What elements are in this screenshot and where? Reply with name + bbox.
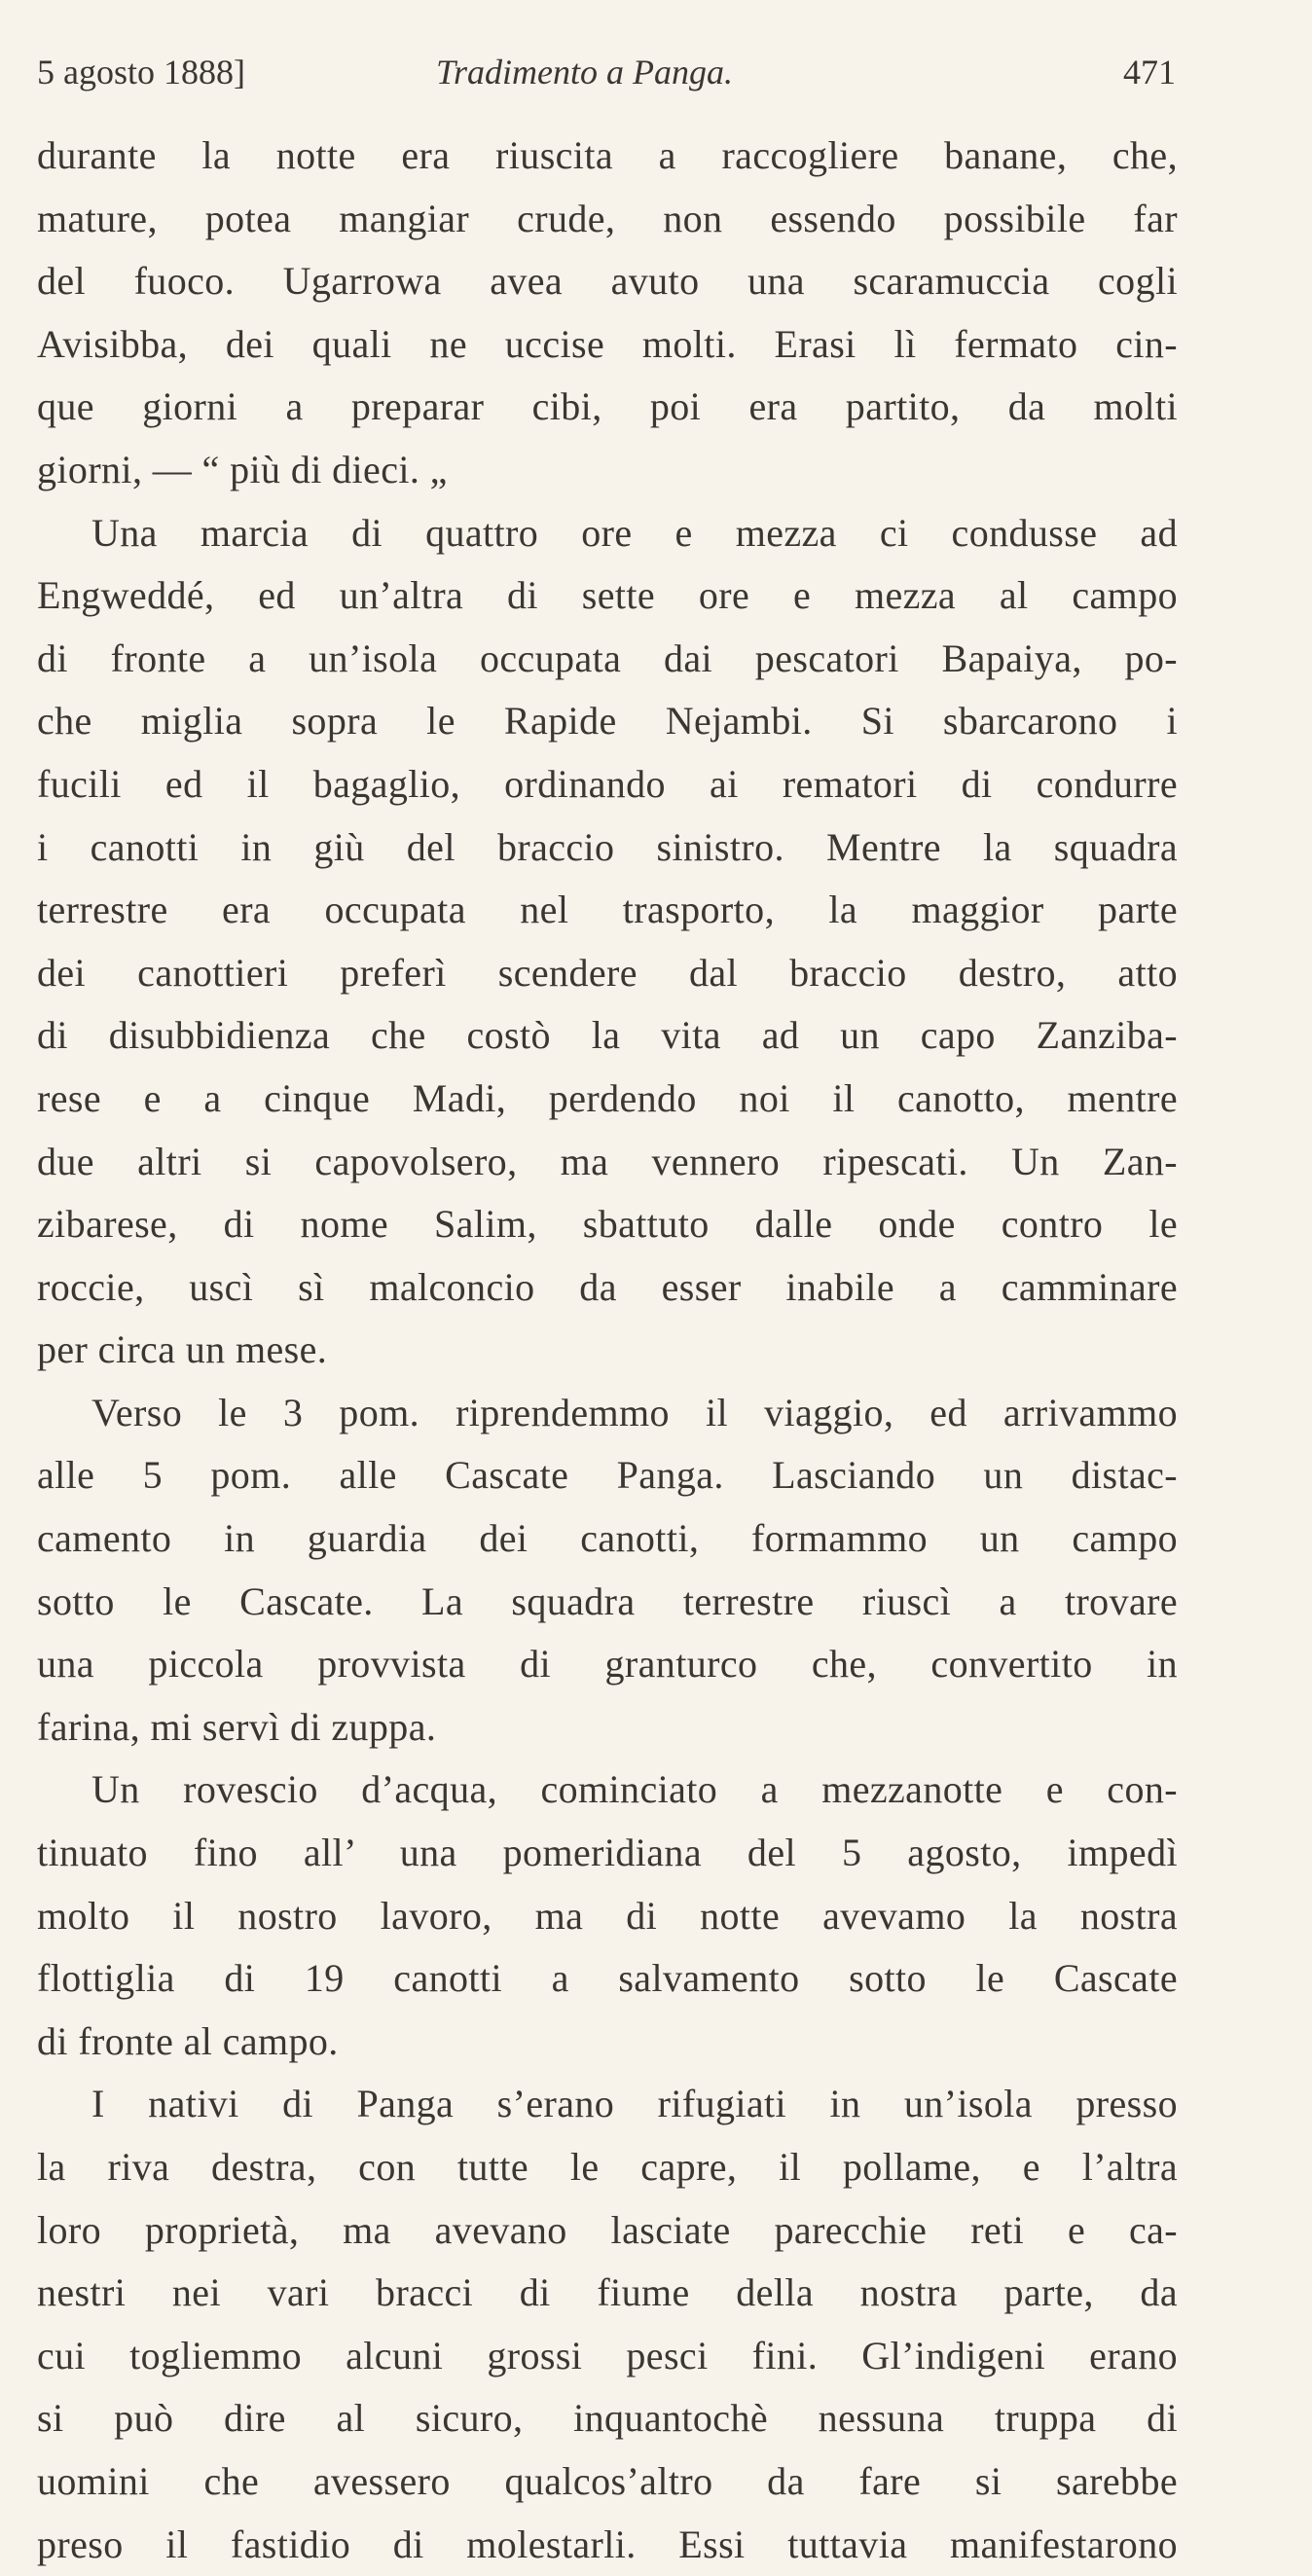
text-line: flottiglia di 19 canotti a salvamento sotto le Cascate — [37, 1956, 1178, 2001]
text-line: di fronte al campo. — [37, 2018, 339, 2063]
text-line: Avisibba, dei quali ne uccise molti. Erasi lì fermato cin- — [37, 321, 1178, 366]
text-line: que giorni a preparar cibi, poi era partito, da molti — [37, 384, 1178, 429]
text-line: rese e a cinque Madi, perdendo noi il canotto, mentre — [37, 1075, 1178, 1120]
text-line: del fuoco. Ugarrowa avea avuto una scaramuccia cogli — [37, 259, 1178, 304]
text-line: loro proprietà, ma avevano lasciate parecchie reti e ca- — [37, 2207, 1178, 2252]
text-line: la riva destra, con tutte le capre, il pollame, e l’altra — [37, 2145, 1178, 2189]
text-line: alle 5 pom. alle Cascate Panga. Lasciando un distac- — [37, 1453, 1178, 1498]
text-line: giorni, — “ più di dieci. „ — [37, 447, 448, 491]
text-line: di disubbidienza che costò la vita ad un capo Zanziba- — [37, 1013, 1178, 1058]
text-line: che miglia sopra le Rapide Nejambi. Si sbarcarono i — [37, 699, 1178, 744]
text-line: durante la notte era riuscita a raccogliere banane, che, — [37, 133, 1178, 177]
text-line: nestri nei vari bracci di fiume della nostra parte, da — [37, 2270, 1178, 2315]
text-line: una piccola provvista di granturco che, convertito in — [37, 1642, 1178, 1687]
text-line: cui togliemmo alcuni grossi pesci fini. Gl’indigeni erano — [37, 2333, 1178, 2377]
header-date: 5 agosto 1888] — [37, 53, 245, 91]
text-line: terrestre era occupata nel trasporto, la maggior parte — [37, 888, 1178, 932]
text-line: Una marcia di quattro ore e mezza ci condusse ad — [91, 510, 1178, 555]
text-line: roccie, uscì sì malconcio da esser inabile a camminare — [37, 1264, 1178, 1309]
text-line: Un rovescio d’acqua, cominciato a mezzanotte e con- — [91, 1767, 1178, 1812]
text-line: due altri si capovolsero, ma vennero ripescati. Un Zan- — [37, 1139, 1178, 1183]
text-line: Verso le 3 pom. riprendemmo il viaggio, ed arrivammo — [91, 1390, 1178, 1434]
text-line: uomini che avessero qualcos’altro da fare si sarebbe — [37, 2458, 1178, 2503]
text-line: dei canottieri preferì scendere dal braccio destro, atto — [37, 950, 1178, 995]
running-head — [37, 51, 1176, 93]
page-number: 471 — [1123, 53, 1176, 91]
text-line: si può dire al sicuro, inquantochè nessuna truppa di — [37, 2396, 1178, 2441]
text-line: Engweddé, ed un’altra di sette ore e mezza al campo — [37, 573, 1178, 618]
text-line: zibarese, di nome Salim, sbattuto dalle onde contro le — [37, 1202, 1178, 1247]
header-title: Tradimento a Panga. — [436, 53, 734, 91]
text-line: tinuato fino all’ una pomeridiana del 5 agosto, impedì — [37, 1831, 1178, 1875]
text-line: camento in guardia dei canotti, formammo un campo — [37, 1516, 1178, 1561]
text-line: di fronte a un’isola occupata dai pescatori Bapaiya, po- — [37, 635, 1178, 680]
text-line: preso il fastidio di molestarli. Essi tuttavia manifestarono — [37, 2522, 1178, 2566]
text-line: sotto le Cascate. La squadra terrestre riuscì a trovare — [37, 1578, 1178, 1623]
text-line: per circa un mese. — [37, 1327, 328, 1372]
text-line: mature, potea mangiar crude, non essendo possibile far — [37, 196, 1178, 240]
text-line: farina, mi servì di zuppa. — [37, 1704, 437, 1749]
text-line: i canotti in giù del braccio sinistro. Mentre la squadra — [37, 824, 1178, 869]
text-line: molto il nostro lavoro, ma di notte avevamo la nostra — [37, 1893, 1178, 1938]
text-line: fucili ed il bagaglio, ordinando ai rematori di condurre — [37, 761, 1178, 806]
body-text — [37, 125, 1178, 2576]
text-line: I nativi di Panga s’erano rifugiati in un’isola presso — [91, 2082, 1178, 2126]
